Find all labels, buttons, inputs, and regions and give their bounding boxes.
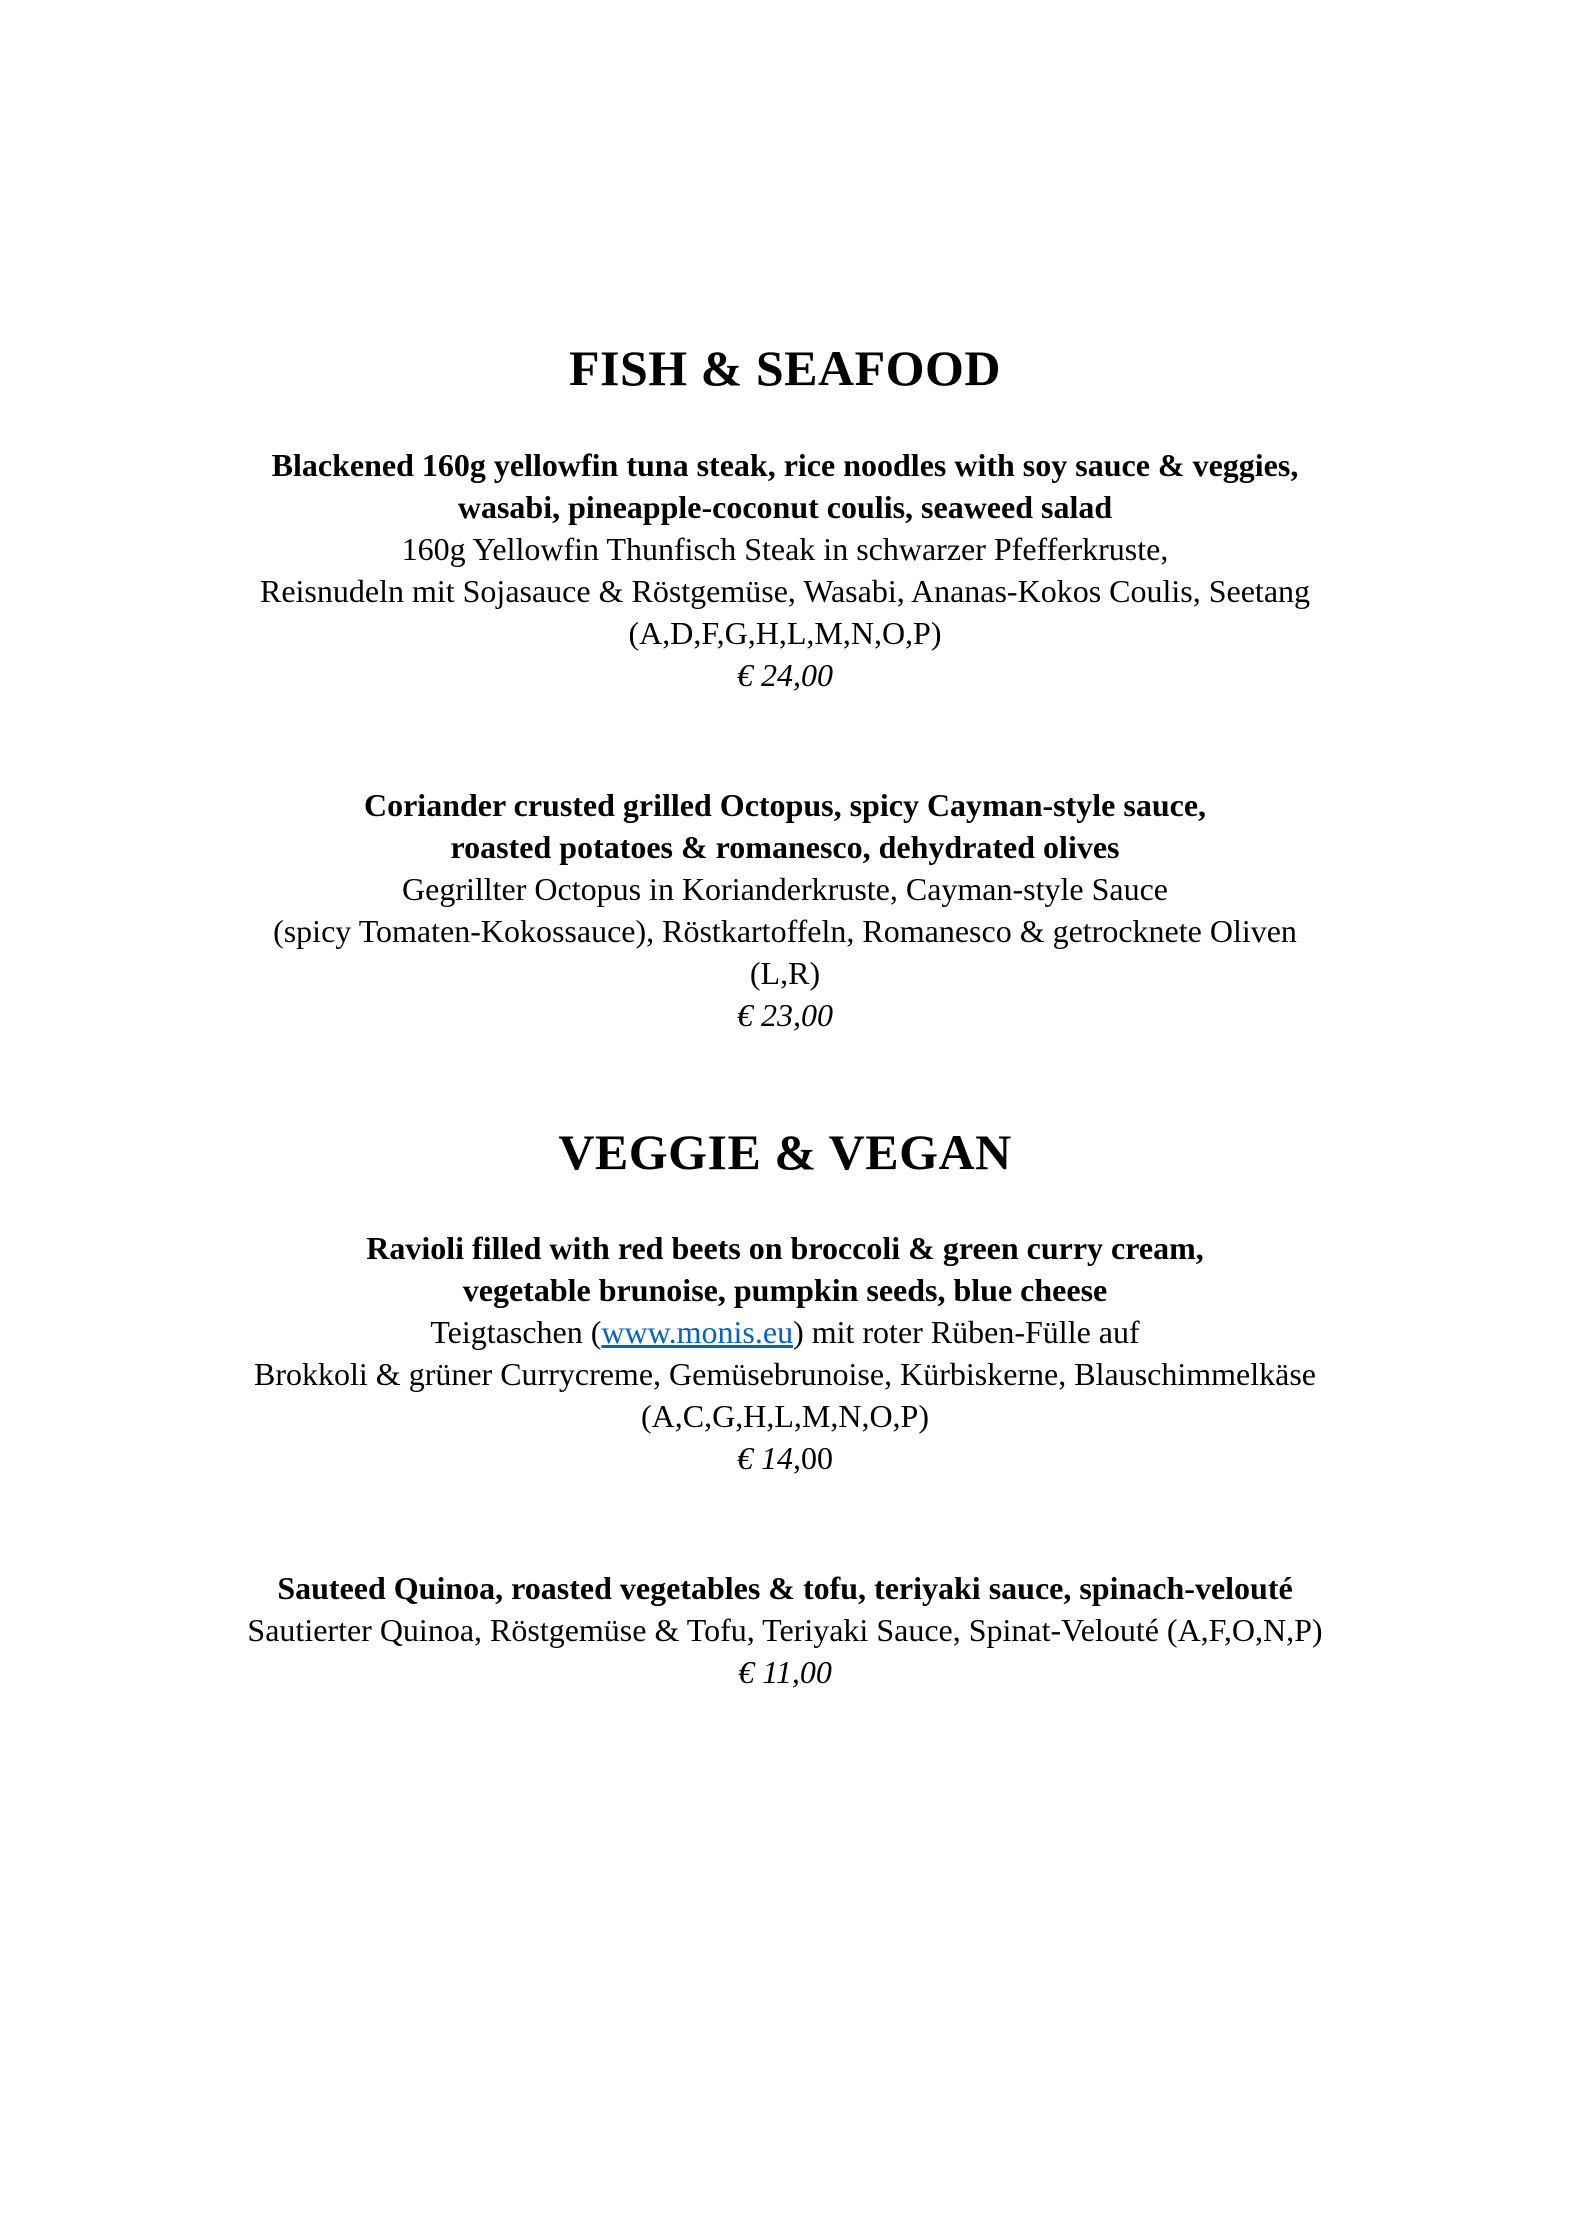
menu-item-octopus [0,784,1570,1036]
item-price-upright-part: ,00 [793,1440,833,1476]
section-title-fish-seafood: FISH & SEAFOOD [568,340,1002,396]
item-name-line: Ravioli filled with red beets on broccoli & green curry cream, [366,1230,1204,1266]
monis-website-link[interactable]: www.monis.eu [601,1314,794,1350]
item-name-line: Coriander crusted grilled Octopus, spicy Cayman-style sauce, [363,786,1207,823]
item-price: € 24,00 [737,656,833,693]
item-allergens: (A,D,F,G,H,L,M,N,O,P) [628,614,942,651]
item-name-line: Blackened 160g yellowfin tuna steak, rice noodles with soy sauce & veggies, [271,446,1299,483]
item-name-line: Sauteed Quinoa, roasted vegetables & tofu, teriyaki sauce, spinach-velouté [277,1570,1293,1606]
desc-link-prefix: Teigtaschen ( [430,1314,602,1350]
item-name-line: vegetable brunoise, pumpkin seeds, blue cheese [462,1272,1108,1308]
item-desc-line: Gegrillter Octopus in Korianderkruste, Cayman-style Sauce [402,870,1168,907]
item-name-line: roasted potatoes & romanesco, dehydrated olives [450,828,1120,865]
menu-item-ravioli [0,1227,1570,1479]
section-title-veggie-vegan: VEGGIE & VEGAN [558,1123,1012,1180]
desc-link-suffix: ) mit roter Rüben-Fülle auf [793,1314,1140,1350]
item-desc-line-with-link [0,1311,1570,1353]
item-price: € 23,00 [737,996,833,1033]
item-price-italic-part: € 14 [737,1440,793,1476]
item-name-line: wasabi, pineapple-coconut coulis, seaweed salad [457,488,1113,525]
item-price: € 11,00 [738,1654,832,1690]
menu-item-quinoa [0,1567,1570,1693]
item-price [0,1437,1570,1479]
item-allergens: (A,C,G,H,L,M,N,O,P) [641,1398,929,1434]
item-allergens: (L,R) [749,954,821,991]
menu-item-tuna-steak [0,444,1570,696]
item-desc-line: Reisnudeln mit Sojasauce & Röstgemüse, Wasabi, Ananas-Kokos Coulis, Seetang [259,572,1311,609]
item-desc-line: (spicy Tomaten-Kokossauce), Röstkartoffeln, Romanesco & getrocknete Oliven [273,912,1297,949]
item-desc-line: Brokkoli & grüner Currycreme, Gemüsebrunoise, Kürbiskerne, Blauschimmelkäse [254,1356,1316,1392]
item-desc-line: 160g Yellowfin Thunfisch Steak in schwarzer Pfefferkruste, [401,530,1169,567]
item-desc-line: Sautierter Quinoa, Röstgemüse & Tofu, Teriyaki Sauce, Spinat-Velouté (A,F,O,N,P) [247,1612,1323,1648]
